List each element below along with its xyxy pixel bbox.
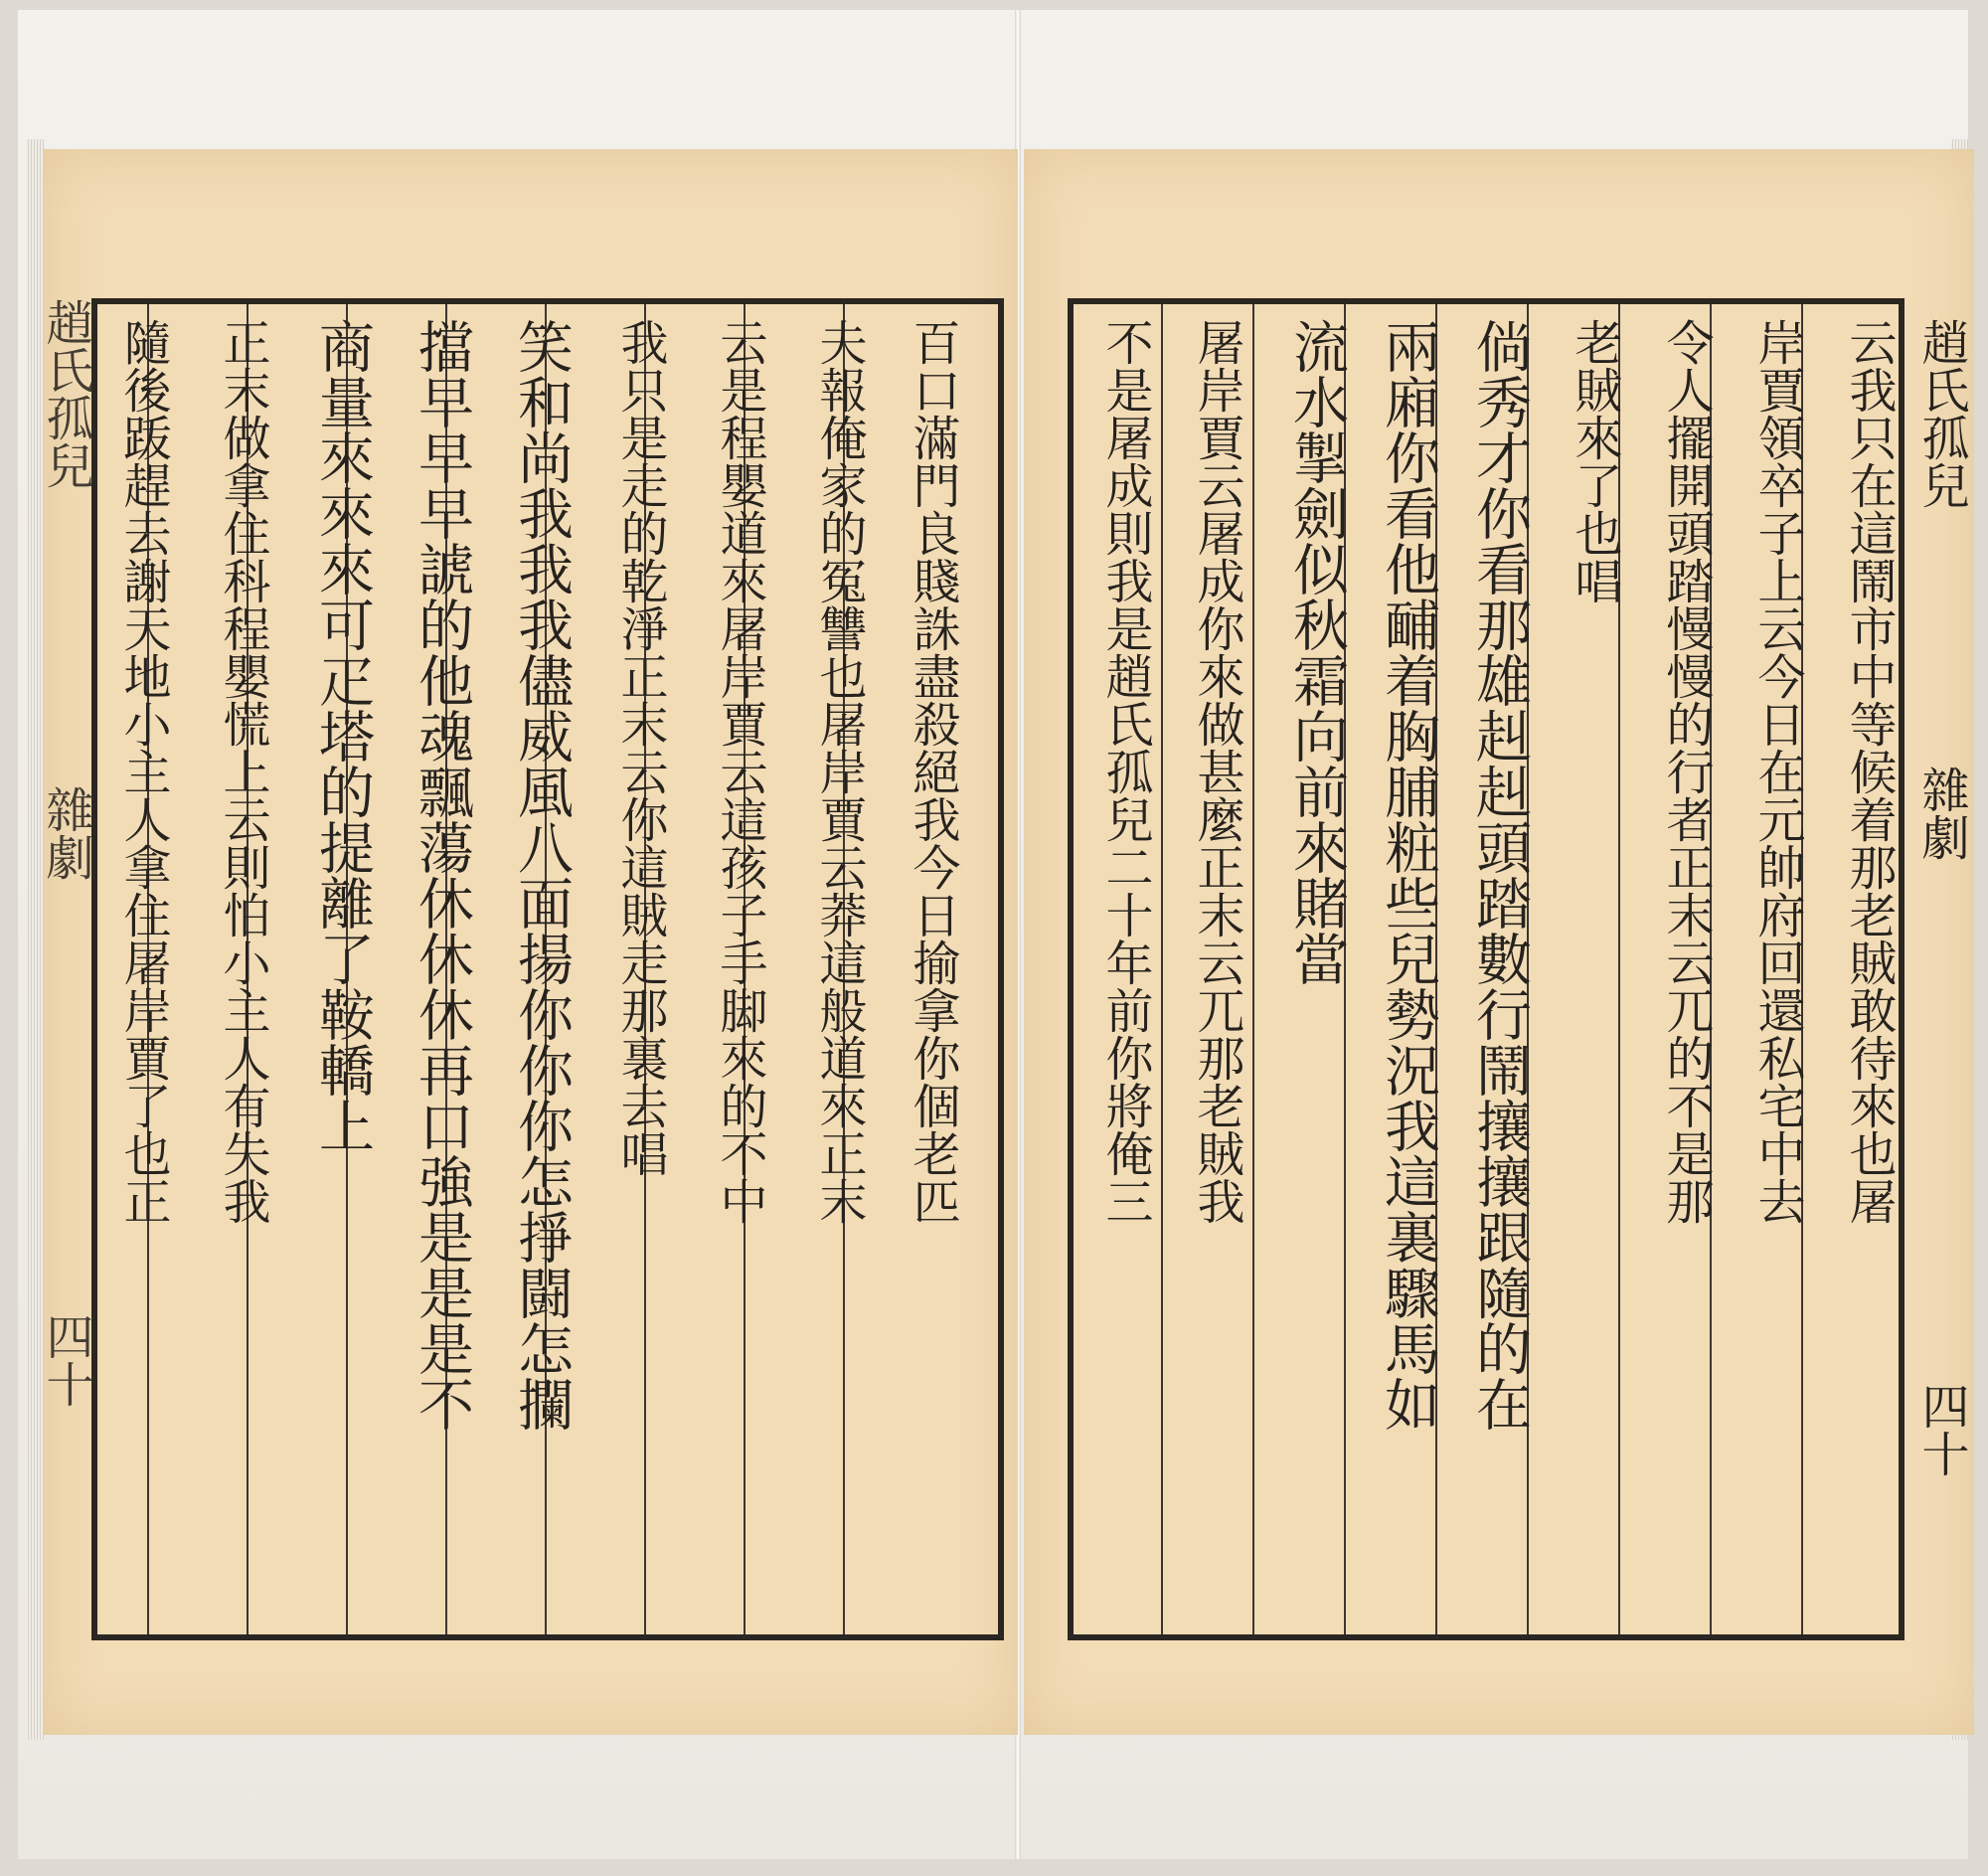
open-book [18, 10, 1968, 1859]
text-column-7: 商量來來來可疋塔的提離了鞍轎上 [310, 318, 375, 1153]
text-column-9: 隨後䟦趕去謝天地小主人拿住屠岸賈了也正 [115, 318, 171, 1225]
column-rule [1161, 304, 1163, 1634]
text-column-7: 流水掣劍似秋霜向前來賭當 [1284, 318, 1349, 986]
text-column-4: 我只是走的乾淨正末云你這賊走那裏去唱 [612, 318, 668, 1177]
column-rule [1252, 304, 1254, 1634]
text-column-8: 正末做拿住科程嬰慌上云則怕小主人有失我 [215, 318, 270, 1225]
left-page-number: 四十 [38, 1312, 93, 1408]
text-column-5: 笑和尚我我我儘威風八面揚你你你怎掙闘怎攔 [509, 318, 574, 1432]
right-page [1024, 149, 1974, 1735]
text-column-3: 云是程嬰道來屠岸賈云這孩子手脚來的不中 [712, 318, 767, 1225]
text-column-6: 擋早早早諕的他魂飄蕩休休休再口強是是是不 [410, 318, 474, 1432]
text-column-3: 令人擺開頭踏慢慢的行者正末云兀的不是那 [1658, 318, 1714, 1225]
text-column-6: 兩廂你看他䩉着胸脯粧些兒勢況我這裏驟馬如 [1376, 318, 1440, 1432]
text-column-2: 岸賈領卒子上云今日在元帥府回還私宅中去 [1749, 318, 1805, 1225]
right-margin-title: 趙氏孤兒 [1913, 318, 1969, 509]
text-column-9: 不是屠成則我是趙氏孤兒二十年前你將俺三 [1097, 318, 1153, 1225]
text-column-8: 屠岸賈云屠成你來做甚麼正末云兀那老賊我 [1189, 318, 1244, 1225]
text-column-5: 倘秀才你看那雄赳赳頭踏數行鬧攘攘跟隨的在 [1467, 318, 1532, 1432]
text-column-2: 夫報俺家的冤讐也屠岸賈云莽這般道來正末 [811, 318, 867, 1225]
left-margin-genre: 雜劇 [38, 785, 93, 881]
right-margin-genre: 雜劇 [1913, 766, 1969, 861]
right-page-number: 四十 [1913, 1382, 1969, 1477]
text-column-1: 百口滿門良賤誅盡殺絕我今日揄拿你個老匹 [905, 318, 960, 1225]
text-column-4: 老賊來了也唱 [1567, 318, 1622, 604]
left-page [38, 149, 1018, 1735]
text-column-1: 云我只在這鬧市中等候着那老賊敢待來也屠 [1841, 318, 1897, 1225]
left-margin-title: 趙氏孤兒 [38, 298, 93, 489]
